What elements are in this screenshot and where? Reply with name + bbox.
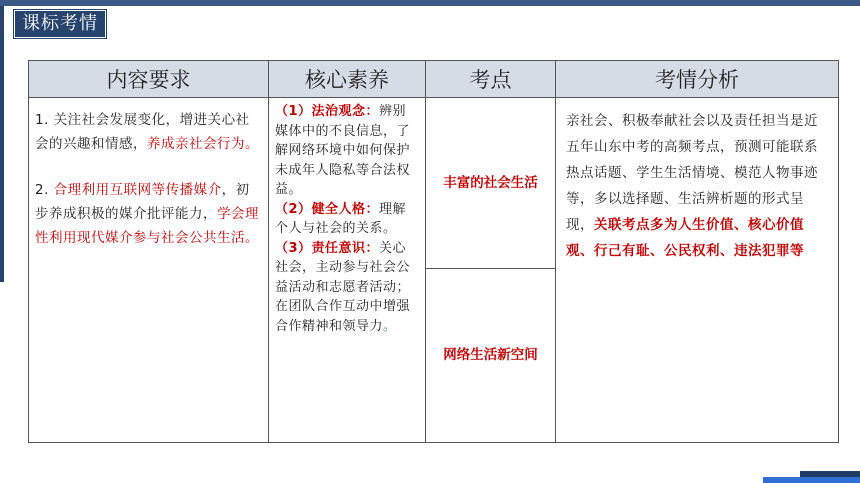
exam-point-2: 网络生活新空间 xyxy=(426,269,556,443)
header-exam-analysis: 考情分析 xyxy=(556,61,839,98)
literacy-3-end-mark: 。 xyxy=(383,318,397,334)
analysis-text: 亲社会、积极奉献社会以及责任担当是近五年山东中考的高频考点，预测可能联系热点话题、学生生活情境、模范人物事迹等，多以选择题、生活辨析题的形式呈现， xyxy=(566,113,818,233)
literacy-3-heading: （3）责任意识： xyxy=(275,240,380,256)
analysis-highlight: 关联考点多为人生价值、核心价值观、行己有耻、公民权利、违法犯罪等 xyxy=(566,217,804,259)
literacy-2-heading: （2）健全人格： xyxy=(275,201,380,217)
requirement-1 xyxy=(35,108,262,156)
requirement-2-text: ，初步养成积极的媒介批评能力， xyxy=(35,182,250,222)
content-requirements-cell xyxy=(29,98,269,443)
spacer xyxy=(35,156,262,178)
header-exam-points: 考点 xyxy=(426,61,556,98)
section-title: 课标考情 xyxy=(14,10,106,38)
literacy-1 xyxy=(275,102,419,200)
literacy-1-heading: （1）法治观念： xyxy=(275,104,380,119)
left-accent-strip xyxy=(0,6,4,282)
bottom-right-accent-dark xyxy=(800,471,860,477)
requirement-2 xyxy=(35,178,262,250)
table-row xyxy=(29,98,839,269)
literacy-1-text: 辨别媒体中的不良信息，了解网络环境中如何保护未成年人隐私等合法权益。 xyxy=(275,104,411,197)
requirement-1-highlight: 养成亲社会行为。 xyxy=(147,136,259,152)
core-literacy-cell xyxy=(269,98,426,443)
header-core-literacy: 核心素养 xyxy=(269,61,426,98)
literacy-3 xyxy=(275,239,419,337)
requirement-2-highlight-2: 学会理性利用现代媒介参与社会公共生活。 xyxy=(35,206,259,246)
curriculum-table xyxy=(28,60,839,443)
requirement-2-number: 2. xyxy=(35,182,54,198)
requirement-2-highlight-1: 合理利用互联网等传播媒介 xyxy=(53,182,222,198)
literacy-2 xyxy=(275,200,419,239)
exam-point-1: 丰富的社会生活 xyxy=(426,98,556,269)
analysis-cell xyxy=(556,98,839,443)
requirement-1-text: 1. 关注社会发展变化，增进关心社会的兴趣和情感， xyxy=(35,112,250,152)
top-accent-bar xyxy=(0,0,860,6)
literacy-3-text: 关心社会，主动参与社会公益活动和志愿者活动；在团队合作互动中增强合作精神和领导力 xyxy=(275,240,411,334)
table-header-row xyxy=(29,61,839,98)
literacy-2-text: 理解个人与社会的关系。 xyxy=(275,201,407,236)
bottom-right-accent xyxy=(763,477,860,483)
header-content-requirements: 内容要求 xyxy=(29,61,269,98)
